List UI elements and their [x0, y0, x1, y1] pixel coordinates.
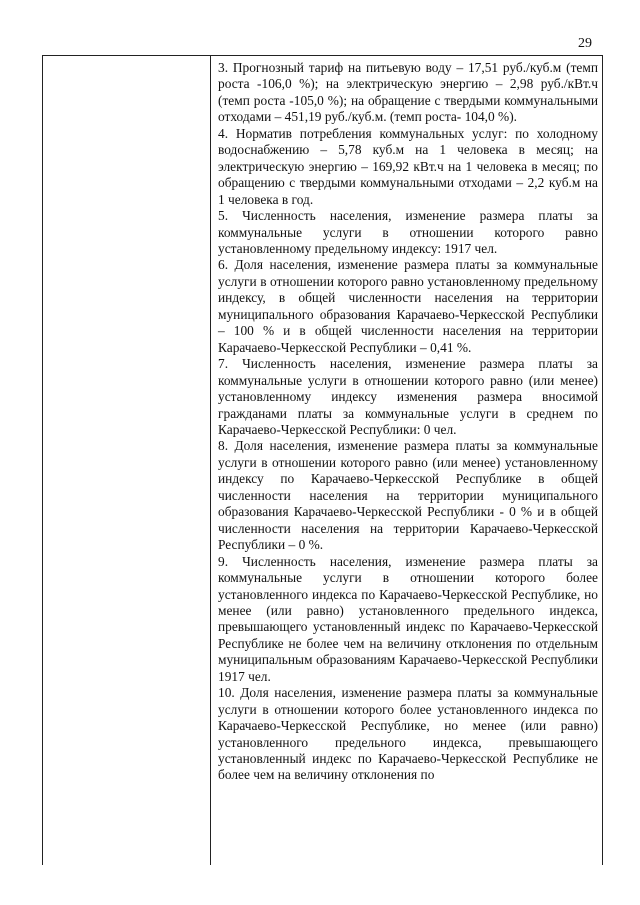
table-cell-content — [218, 60, 598, 784]
list-item: 7. Численность населения, изменение размера платы за коммунальные услуги в отношении которого равно (или менее) установленному индексу изменения размера вносимой гражданами платы за коммунальные услуги в среднем по Карачаево-Черкесской Республики: 0 чел. — [218, 356, 598, 437]
column-divider — [210, 56, 211, 865]
list-item: 6. Доля населения, изменение размера платы за коммунальные услуги в отношении которого равно установленному предельному индексу, в общей численности населения на территории муниципального образования Карачаево-Черкесской Республики – 100 % и в общей численности населения на территории Карачаево-Черкесской Республики – 0,41 %. — [218, 257, 598, 355]
list-item: 9. Численность населения, изменение размера платы за коммунальные услуги в отношении которого более установленного индекса по Карачаево-Черкесской Республике, но менее (или равно) установленного предельного индекса, превышающего установленный индекс по Карачаево-Черкесской Республике не более чем на величину отклонения по отдельным муниципальным образованиям Карачаево-Черкесской Республики 1917 чел. — [218, 553, 598, 684]
list-item: 5. Численность населения, изменение размера платы за коммунальные услуги в отношении которого равно установленному предельному индексу: 1917 чел. — [218, 208, 598, 256]
list-item: 4. Норматив потребления коммунальных услуг: по холодному водоснабжению – 5,78 куб.м на 1 человека в месяц; на электрическую энергию – 169,92 кВт.ч на 1 человека в месяц; по обращению с твердыми коммунальными отходами – 2,2 куб.м на 1 человека в год. — [218, 125, 598, 207]
list-item: 10. Доля населения, изменение размера платы за коммунальные услуги в отношении которого более установленного индекса по Карачаево-Черкесской Республике, но менее (или равно) установленного предельного индекса, превышающего установленный индекс по Карачаево-Черкесской Республике не более чем на величину отклонения по — [218, 685, 598, 783]
table — [42, 55, 603, 865]
page-number: 29 — [578, 36, 592, 51]
list-item: 8. Доля населения, изменение размера платы за коммунальные услуги в отношении которого равно (или менее) установленному индексу по Карачаево-Черкесской Республике в общей численности населения на территории муниципального образования Карачаево-Черкесской Республики - 0 % и в общей численности населения на территории Карачаево-Черкесской Республики – 0 %. — [218, 438, 598, 553]
list-item: 3. Прогнозный тариф на питьевую воду – 17,51 руб./куб.м (темп роста -106,0 %); на электрическую энергию – 2,98 руб./кВт.ч (темп роста -105,0 %); на обращение с твердыми коммунальными отходами – 451,19 руб./куб.м. (темп роста- 104,0 %). — [218, 60, 598, 125]
